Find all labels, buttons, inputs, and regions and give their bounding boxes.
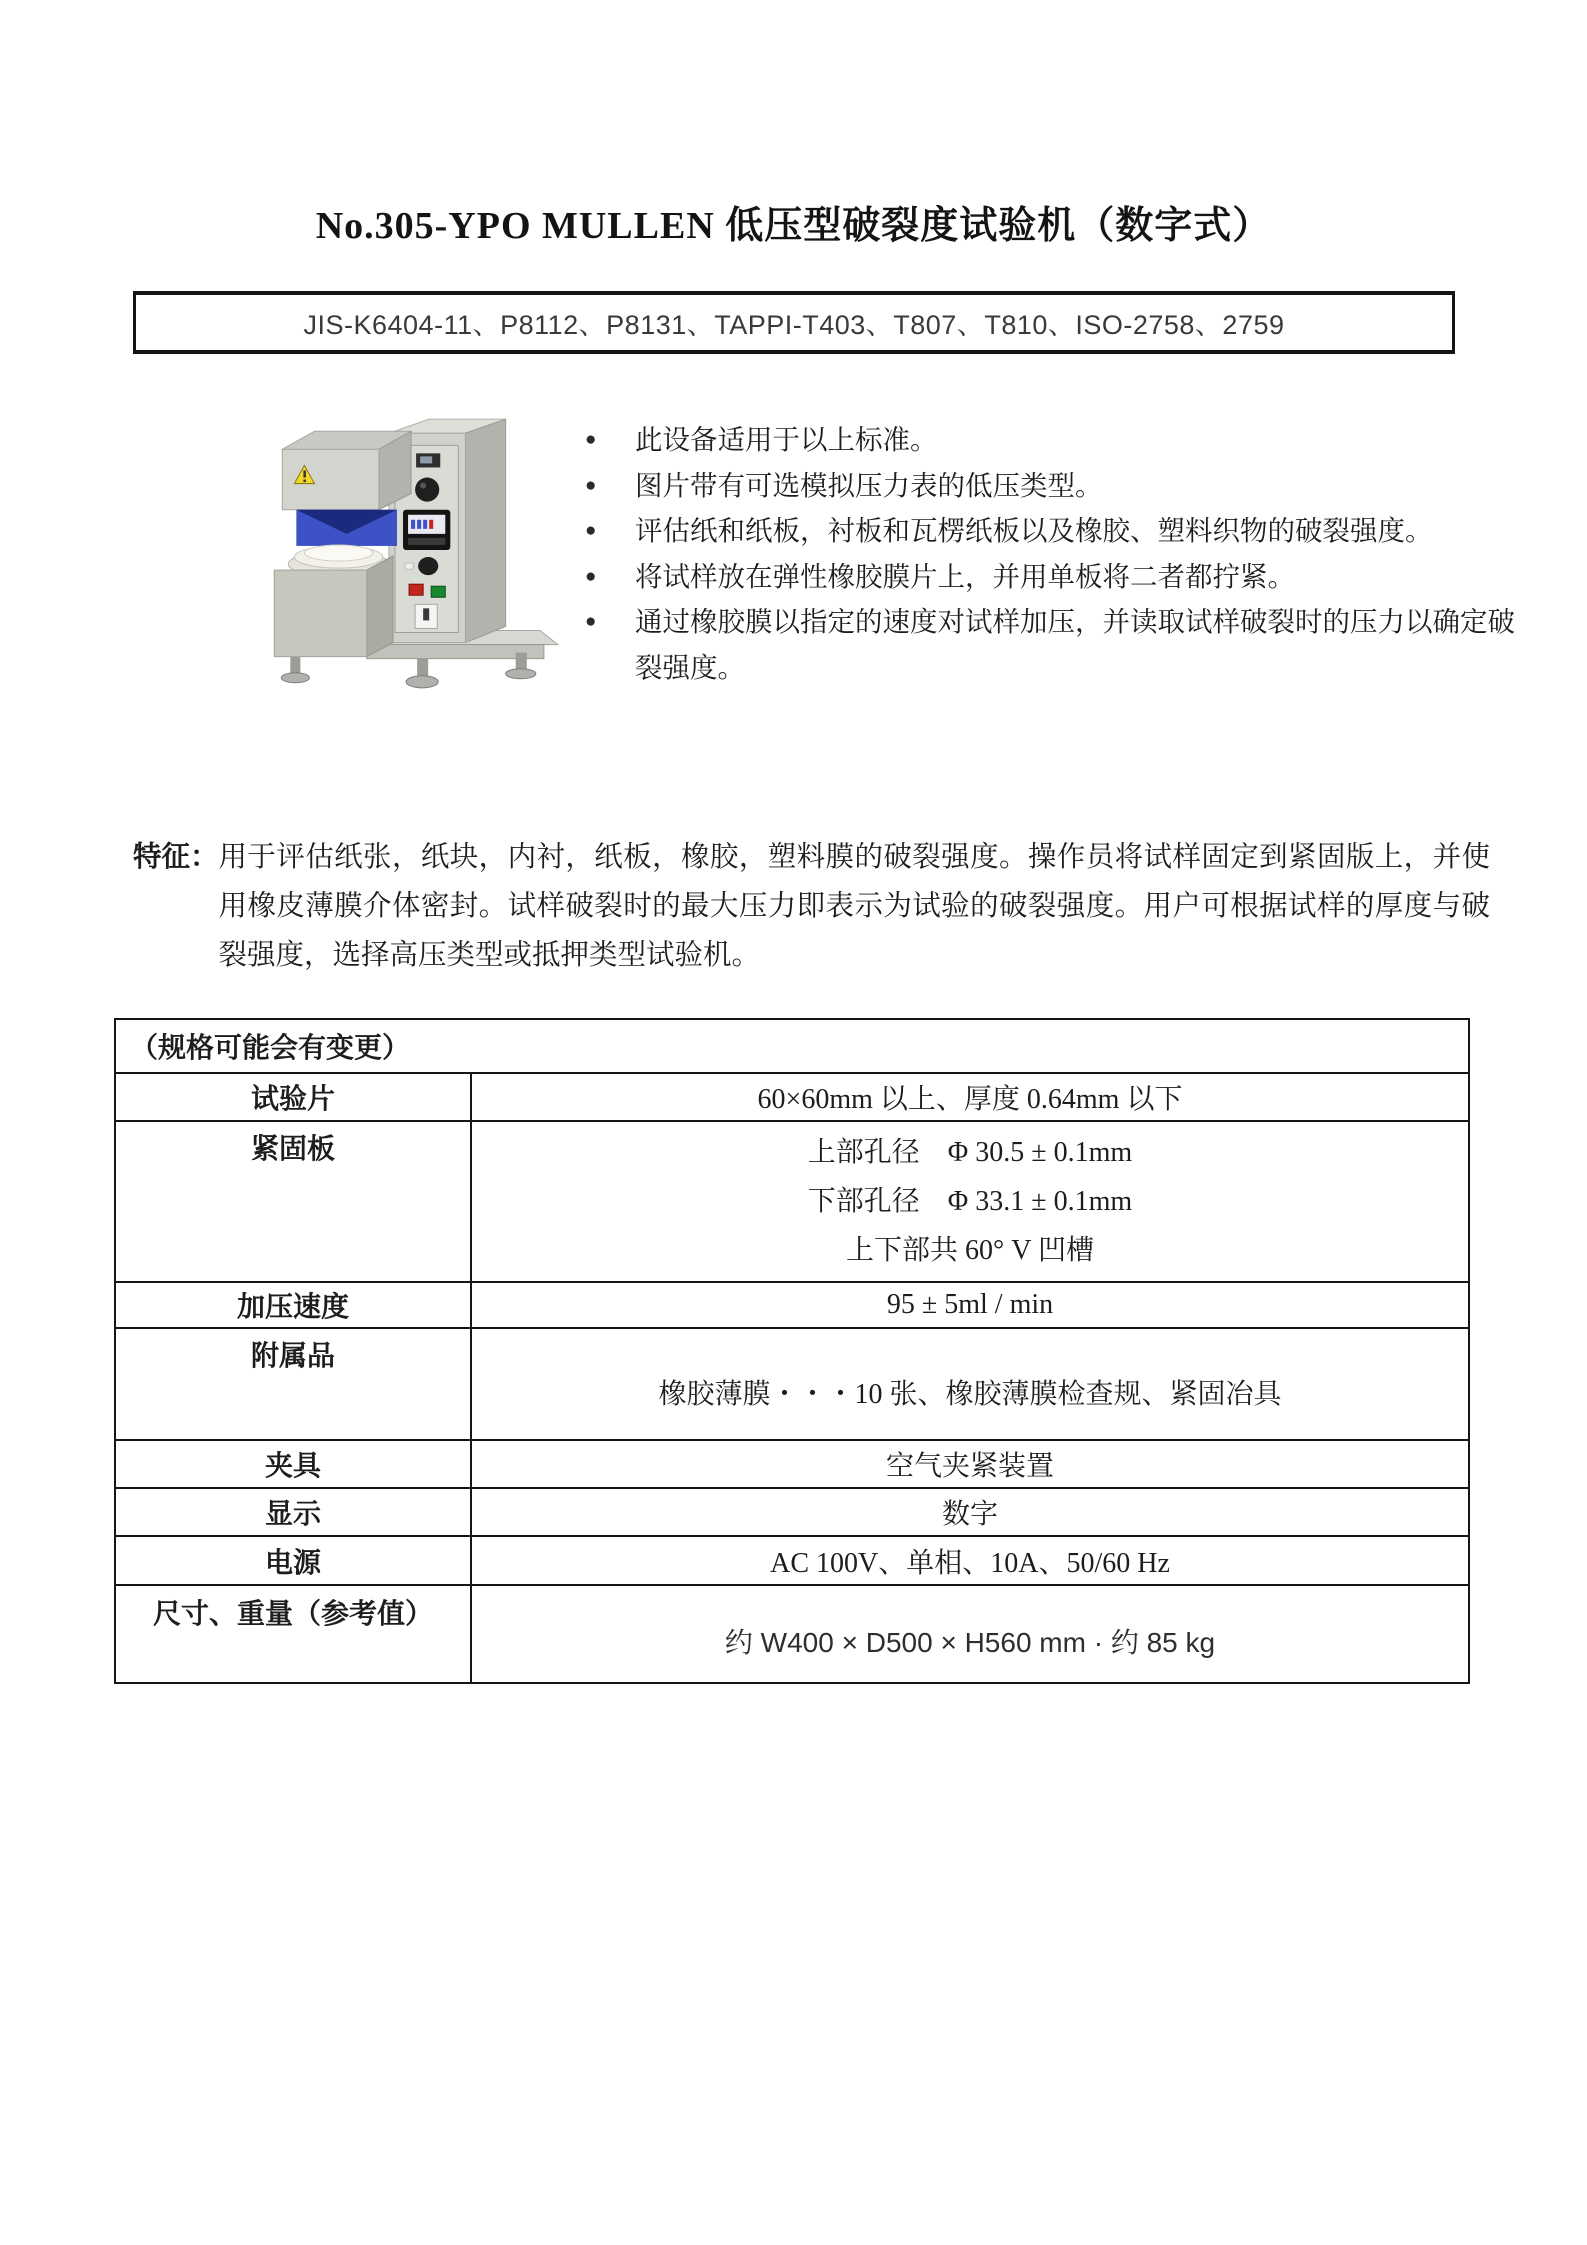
spec-row-test-piece — [115, 1073, 1469, 1121]
lower-cabinet — [274, 556, 393, 657]
spec-row-clamping-plate — [115, 1121, 1469, 1282]
standards-text: JIS-K6404-11、P8112、P8131、TAPPI-T403、T807、T810、ISO-2758、2759 — [303, 310, 1285, 340]
bullet-item — [585, 599, 1540, 690]
features-label: 特征： — [133, 842, 219, 873]
spec-row-label: 尺寸、重量（参考值） — [115, 1585, 471, 1683]
spec-row-value: 空气夹紧装置 — [471, 1440, 1469, 1488]
bullet-dot-icon: ● — [585, 474, 597, 496]
standards-box — [133, 291, 1455, 354]
spec-row-value: 95 ± 5ml / min — [471, 1282, 1469, 1328]
stop-button-icon — [409, 584, 423, 595]
bullet-text: 图片带有可选模拟压力表的低压类型。 — [635, 469, 1103, 501]
spec-row-value: 橡胶薄膜・・・10 张、橡胶薄膜检查规、紧固冶具 — [471, 1328, 1469, 1440]
page-title: No.305-YPO MULLEN 低压型破裂度试验机（数字式） — [315, 205, 1272, 247]
spec-row-clamp — [115, 1440, 1469, 1488]
bullet-dot-icon: ● — [585, 611, 597, 632]
spec-table-header: （规格可能会有变更） — [115, 1019, 1469, 1073]
spec-row-dimensions-weight — [115, 1585, 1469, 1683]
bullet-text: 将试样放在弹性橡胶膜片上，并用单板将二者都拧紧。 — [635, 560, 1295, 592]
press-head — [282, 431, 411, 509]
start-button-icon — [431, 586, 445, 597]
spec-row-display — [115, 1488, 1469, 1536]
spec-row-value: 60×60mm 以上、厚度 0.64mm 以下 — [471, 1073, 1469, 1121]
spec-row-power — [115, 1536, 1469, 1585]
spec-table — [114, 1018, 1470, 1684]
bullet-text: 通过橡胶膜以指定的速度对试样加压，并读取试样破裂时的压力以确定破裂强度。 — [635, 606, 1515, 683]
spec-table-header-row — [115, 1019, 1469, 1073]
product-photo — [238, 393, 560, 715]
selector-knob-icon — [418, 557, 438, 575]
spec-row-label: 试验片 — [115, 1073, 471, 1121]
spec-row-pressure-speed — [115, 1282, 1469, 1328]
bullet-dot-icon: ● — [585, 520, 597, 541]
digital-meter — [403, 510, 450, 550]
spec-row-value — [471, 1121, 1469, 1282]
bullet-text: 评估纸和纸板，衬板和瓦楞纸板以及橡胶、塑料织物的破裂强度。 — [635, 515, 1433, 546]
bullet-dot-icon: ● — [585, 429, 597, 450]
features-block — [133, 833, 1490, 980]
bullet-dot-icon: ● — [585, 565, 597, 587]
spec-row-label: 紧固板 — [115, 1121, 471, 1282]
spec-row-label: 夹具 — [115, 1440, 471, 1488]
spec-row-value: 数字 — [471, 1488, 1469, 1536]
pressure-knob-icon — [415, 478, 439, 502]
feature-bullets — [585, 417, 1540, 690]
machine-illustration — [238, 393, 560, 715]
spec-row-label: 显示 — [115, 1488, 471, 1536]
spec-value-line: 上下部共 60° V 凹槽 — [846, 1235, 1094, 1266]
bullet-item — [585, 554, 1540, 600]
spec-row-accessories — [115, 1328, 1469, 1440]
spec-value-line: 下部孔径 Φ 33.1 ± 0.1mm — [807, 1186, 1133, 1217]
spec-row-value: 约 W400 × D500 × H560 mm · 约 85 kg — [471, 1585, 1469, 1683]
spec-row-label: 附属品 — [115, 1328, 471, 1440]
bullet-item — [585, 417, 1540, 463]
bullet-text: 此设备适用于以上标准。 — [635, 424, 938, 455]
spec-row-value: AC 100V、单相、10A、50/60 Hz — [471, 1536, 1469, 1585]
power-switch — [415, 604, 437, 628]
features-text: 用于评估纸张，纸块，内衬，纸板，橡胶，塑料膜的破裂强度。操作员将试样固定到紧固版上，并使用橡皮薄膜介体密封。试样破裂时的最大压力即表示为试验的破裂强度。用户可根据试样的厚度与破裂强度，选择高压类型或抵押类型试验机。 — [218, 842, 1490, 971]
bullet-item — [585, 463, 1540, 509]
spec-row-label: 加压速度 — [115, 1282, 471, 1328]
spec-row-label: 电源 — [115, 1536, 471, 1585]
spec-value-line: 上部孔径 Φ 30.5 ± 0.1mm — [807, 1137, 1133, 1168]
bullet-item — [585, 508, 1540, 554]
pressure-chamber — [296, 510, 397, 546]
